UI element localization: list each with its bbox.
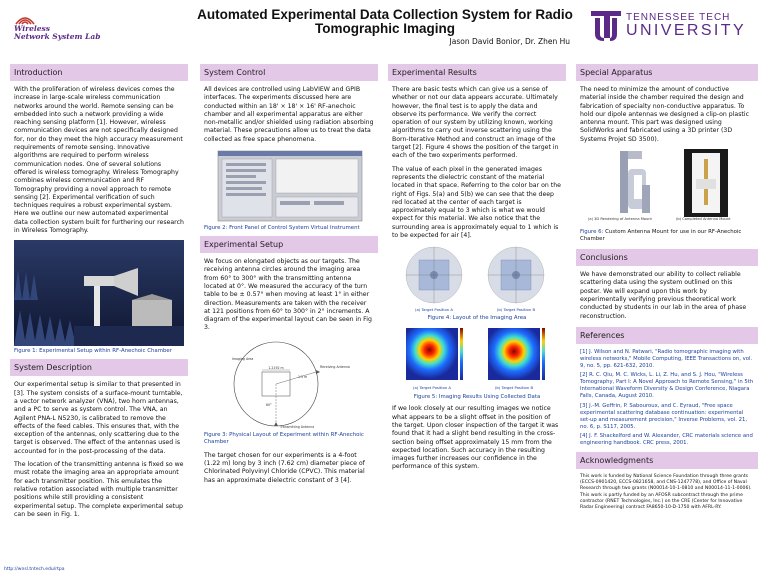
colorbar-b xyxy=(542,328,545,380)
reference-item: [3] J.-M. Geffrin, P. Sabouroux, and C. Eyraud, "Free space experimental scattering database continuation: experimental set-up and measurement precision," Inverse Problems, vol. 21, no. 6, p. S117, 2005. xyxy=(580,402,748,430)
experimental-results-text-3: If we look closely at our resulting images we notice what appears to be a slight offset in the position of the target. Upon closer inspection of the target it was found that it had a slight bend resulting in the cross-section being offset approximately 15 mm from the expected location. Such accuracy in the resulting images further increases our confidence in the performance of this system. xyxy=(392,405,559,471)
poster-header xyxy=(0,0,768,58)
figure-3-caption: Physical Layout of Experiment within RF-Anechoic Chamber xyxy=(204,431,364,445)
fig6-subcaption-b: (b) Completed Antenna Mount xyxy=(676,217,731,222)
reference-item: [4] J. F. Shackelford and W. Alexander, CRC materials science and engineering handbook. CRC press, 2001. xyxy=(580,432,753,446)
column-2 xyxy=(200,64,378,490)
antenna-mount-render xyxy=(620,151,650,213)
figure-1-label: Figure 1: xyxy=(14,348,38,355)
lab-logo-text: Wireless Network System Lab xyxy=(14,24,101,41)
special-apparatus-heading: Special Apparatus xyxy=(576,64,758,81)
diagram-imaging-area-label: Imaging Area xyxy=(232,356,254,361)
imaging-result-a xyxy=(406,328,458,380)
diagram-transmitting-label: Transmitting Antenna xyxy=(280,424,315,429)
references-heading: References xyxy=(576,327,758,344)
university-logo-line2: UNIVERSITY xyxy=(626,22,747,39)
references-list xyxy=(576,349,758,447)
antenna-mount-photo xyxy=(684,149,728,217)
tu-mark-icon xyxy=(590,8,622,42)
diagram-width-label: 1.2192 m xyxy=(268,365,284,370)
fig4-subcaption-b: (b) Target Position B xyxy=(496,307,536,313)
figure-2-caption: Front Panel of Control System Virtual Instrument xyxy=(229,225,360,232)
figure-1-caption: Experimental Setup within RF-Anechoic Chamber xyxy=(39,348,172,355)
poster-authors: Jason David Bonior, Dr. Zhen Hu xyxy=(449,37,570,46)
target-position-a-diagram xyxy=(406,247,462,303)
diagram-angle-label: 60° xyxy=(266,402,272,407)
anechoic-chamber-photo xyxy=(14,240,184,346)
figure-5-label: Figure 5: xyxy=(413,394,438,401)
reference-item: [1] J. Wilson and N. Patwari, "Radio tomographic imaging with wireless networks," Mobile Computing, IEEE Transactions on, vol. 9, no. 5, pp. 621-632, 2010. xyxy=(580,348,753,370)
lab-logo xyxy=(14,12,101,52)
fig6-subcaption-a: (a) 3D Rendering of Antenna Mount xyxy=(588,217,652,222)
experiment-layout-diagram xyxy=(204,338,374,430)
imaging-result-b xyxy=(488,328,540,380)
column-1 xyxy=(10,64,188,524)
conclusions-text: We have demonstrated our ability to collect reliable scattering data using the system outlined on this poster. We will expand upon this work by experimentally verifying previous theoretical work conducted by students in our lab in the area of phase reconstruction. xyxy=(580,271,747,320)
fig4-subcaption-a: (a) Target Position A xyxy=(414,307,454,313)
fig5-subcaption-b: (b) Target Position B xyxy=(494,385,534,391)
figure-6-caption: Custom Antenna Mount for use in our RF-Anechoic Chamber xyxy=(580,229,742,243)
conclusions-heading: Conclusions xyxy=(576,249,758,266)
system-description-heading: System Description xyxy=(10,359,188,376)
lab-website-link[interactable]: http://wnsl.tntech.edu/rtpa xyxy=(4,567,65,572)
figure-2-screenshot xyxy=(204,149,374,223)
introduction-heading: Introduction xyxy=(10,64,188,81)
figure-3-label: Figure 3: xyxy=(204,431,228,438)
colorbar-a xyxy=(460,328,463,380)
figure-6-label: Figure 6: xyxy=(580,229,604,236)
poster-title: Automated Experimental Data Collection System for Radio Tomographic Imaging xyxy=(197,7,573,36)
figure-4-label: Figure 4: xyxy=(427,315,452,322)
system-control-heading: System Control xyxy=(200,64,378,81)
diagram-receiving-label: Receiving Antenna xyxy=(320,364,350,369)
special-apparatus-text: The need to minimize the amount of conductive material inside the chamber required the design and fabrication of specialty non-conductive apparatus. To hold our dipole antennas we designed a clip-on plastic antenna mount. This part was designed using SolidWorks and fabricated using a 3D printer (3D Systems Projet SD 3500). xyxy=(580,86,749,143)
experimental-setup-text-1: We focus on elongated objects as our targets. The receiving antenna circles around the imaging area from 60° to 300° with the transmitting antenna located at 0°. We measured the accuracy of the turn table to be ± 0.57° when moving at least 1° in either direction. Measurements are taken with the receiver at 121 positions from 60° to 300° in 2° increments. A diagram of the experimental layout can be seen in Fig 3. xyxy=(204,258,372,332)
experimental-setup-text-2: The target chosen for our experiments is a 4-foot (1.22 m) long by 3 inch (7.62 cm) diameter piece of Chlorinated Polyvinyl Chloride (CPVC). This material has an approximate dielectric constant of 3 [4]. xyxy=(204,451,365,484)
column-4 xyxy=(576,64,758,511)
figure-6-images xyxy=(580,149,754,227)
figure-4-caption: Layout of the Imaging Area xyxy=(452,315,527,322)
acknowledgments-heading: Acknowledgments xyxy=(576,452,758,469)
figure-1-photo xyxy=(14,240,184,346)
system-description-text-2: The location of the transmitting antenna is fixed so we must rotate the imaging area an appropriate amount for each transmitter position. This emulates the relative rotation associated with multiple transmitter positions while still providing a consistent experimental setup. The complete experimental setup can be seen in Fig. 1. xyxy=(14,461,184,518)
figure-4-layouts xyxy=(392,245,562,313)
system-description-text-1: Our experimental setup is similar to that presented in [3]. The system consists of a surface-mount turntable, a vector network analyzer (VNA), two horn antennas, and a PC to serve as system control. The VNA, an Agilent PNA-L N5230, is calibrated to remove the effects of the feed cables. This ensures that, with the exception of the antennas, only scattering due to the target is observed. The effect of the antennas used is accounted for in the post-processing of the data. xyxy=(14,381,183,455)
target-position-b-diagram xyxy=(488,247,544,303)
university-logo-line1: TENNESSEE TECH xyxy=(626,12,731,23)
labview-panel-screenshot xyxy=(204,149,374,223)
system-control-text: All devices are controlled using LabVIEW and GPIB interfaces. The experiments discussed here are conducted within an 18' × 18' × 16' RF-anechoic chamber and all experimental apparatus are either non-metallic and/or shielded using radiation absorbing material. These precautions allow us to treat the data collected as free space phenomena. xyxy=(204,86,374,143)
figure-5-images xyxy=(392,326,562,392)
column-3 xyxy=(388,64,566,477)
reference-item: [2] R. C. Qiu, M. C. Wicks, L. Li, Z. Hu, and S. J. Hou, "Wireless Tomography, Part I: A Novel Approach to Remote Sensing," in 5th International Waveform Diversity & Design Conference, Niagara Falls, Canada, August 2010. xyxy=(580,372,754,400)
introduction-text: With the proliferation of wireless devices comes the increase in large-scale wireless communication networks around the world. Remote sensing can be embedded into such a network providing a wide reaching sensing platform [1]. However, wireless communication devices are not specifically designed for, nor do they meet the high accuracy measurement requirements of remote sensing. Innovative algorithms are required to perform wireless communication nodes. One of several solutions offered is wireless tomography. Wireless Tomography combines wireless communication and RF Tomography providing a novel approach to remote sensing [2]. Experimental verification of such techniques requires a robust experimental system. Here we outline our new automated experimental data collection system built for furthering our research in Wireless Tomography. xyxy=(14,86,184,235)
university-logo xyxy=(590,8,760,44)
experimental-results-text-1: There are basic tests which can give us a sense of whether or not our data appears accurate. Ultimately however, the final test is to apply the data and observe its performance. We verify the correct operation of our system by utilizing known, working algorithms to carry out inverse scattering using the Born-Iterative Method and construct an image of the target [2]. Figure 4 shows the position of the target in each of the two experiments performed. xyxy=(392,86,559,160)
fig5-subcaption-a: (a) Target Position A xyxy=(412,385,452,391)
figure-5-caption: Imaging Results Using Collected Data xyxy=(438,394,541,401)
figure-2-label: Figure 2: xyxy=(204,225,228,232)
acknowledgments-text: This work is funded by National Science Foundation through three grants (ECCS-0901420, ECCS-0821658, and CNS-1247778), and Office of Naval Research through two grants (N00014-10-1-0810 and N00014-11-1-0006). This work is partly funded by an AFOSR subcontract through the prime contractor (RNET Technologies, Inc.) on the CRE (Center for Innovative Radar Engineering) contract FA8650-10-D-1750 with AFRL-RY. xyxy=(580,474,752,511)
experimental-results-heading: Experimental Results xyxy=(388,64,566,81)
experimental-results-text-2: The value of each pixel in the generated images represents the dielectric constant of the material located in that space. Referring to the color bar on the right of Figs. 5(a) and 5(b) we can see that the deep red located at the center of each target is approximately equal to 3 which is what we would expect for this material. We also notice that the surrounding area is approximately equal to 1 which is to be expected for air [4]. xyxy=(392,165,561,240)
diagram-radius-label: 1.5 m xyxy=(298,374,308,379)
figure-3-diagram xyxy=(204,338,374,430)
experimental-setup-heading: Experimental Setup xyxy=(200,236,378,253)
